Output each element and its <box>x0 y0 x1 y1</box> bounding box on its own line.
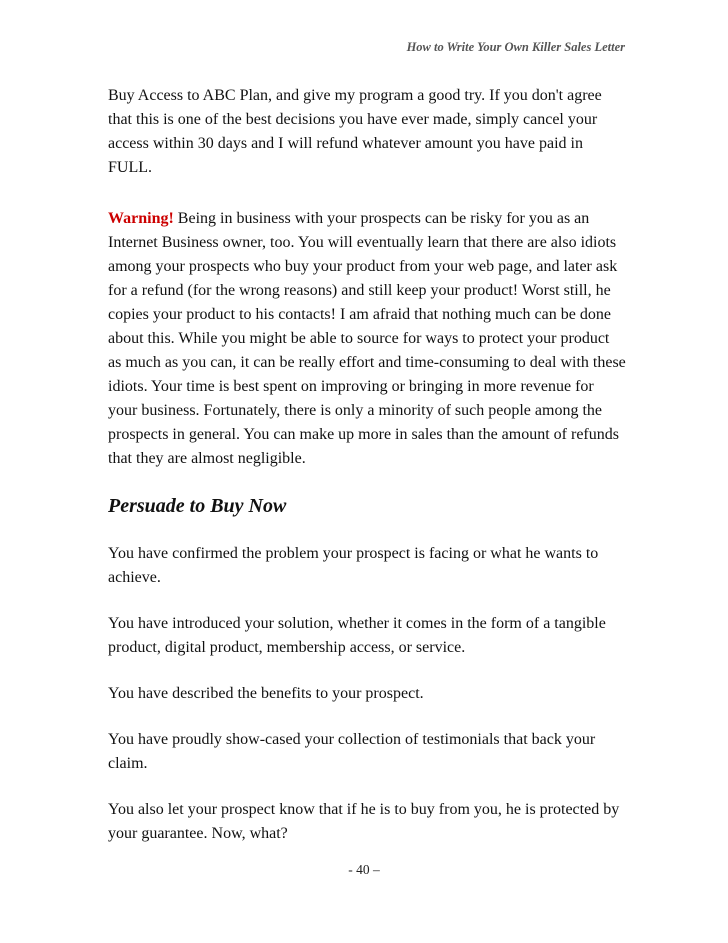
body-paragraph: You have described the benefits to your prospect. <box>108 685 424 702</box>
body-paragraph: You also let your prospect know that if he is to buy from you, he is protected by your guarantee. Now, what? <box>108 801 620 842</box>
header-divider <box>108 63 626 64</box>
intro-paragraph: Buy Access to ABC Plan, and give my program a good try. If you don't agree that this is one of the best decisions you have ever made, simply cancel your access within 30 days and I will refund whatever amount you have paid in FULL. <box>108 87 602 176</box>
warning-text: Being in business with your prospects can be risky for you as an Internet Business owner, too. You will eventually learn that there are also idiots among your prospects who buy your product from your web page, and later ask for a refund (for the wrong reasons) and still keep your product! Worst still, he copies your product to his contacts! I am afraid that nothing much can be done about this. While you might be able to source for ways to protect your product as much as you can, it can be really effort and time-consuming to deal with these idiots. Your time is best spent on improving or bringing in more revenue for your business. Fortunately, there is only a minority of such people among the prospects in general. You can make up more in sales than the amount of refunds that they are almost negligible. <box>108 210 626 467</box>
page-body <box>108 84 626 868</box>
body-paragraph: You have confirmed the problem your prospect is facing or what he wants to achieve. <box>108 545 599 586</box>
warning-label: Warning! <box>108 210 174 227</box>
warning-paragraph <box>108 207 626 471</box>
running-header: How to Write Your Own Killer Sales Letter <box>406 40 625 54</box>
body-paragraph: You have proudly show-cased your collection of testimonials that back your claim. <box>108 731 596 772</box>
page-number: - 40 – <box>348 862 380 877</box>
section-heading: Persuade to Buy Now <box>108 495 287 517</box>
body-paragraph: You have introduced your solution, whether it comes in the form of a tangible product, digital product, membership access, or service. <box>108 615 606 656</box>
